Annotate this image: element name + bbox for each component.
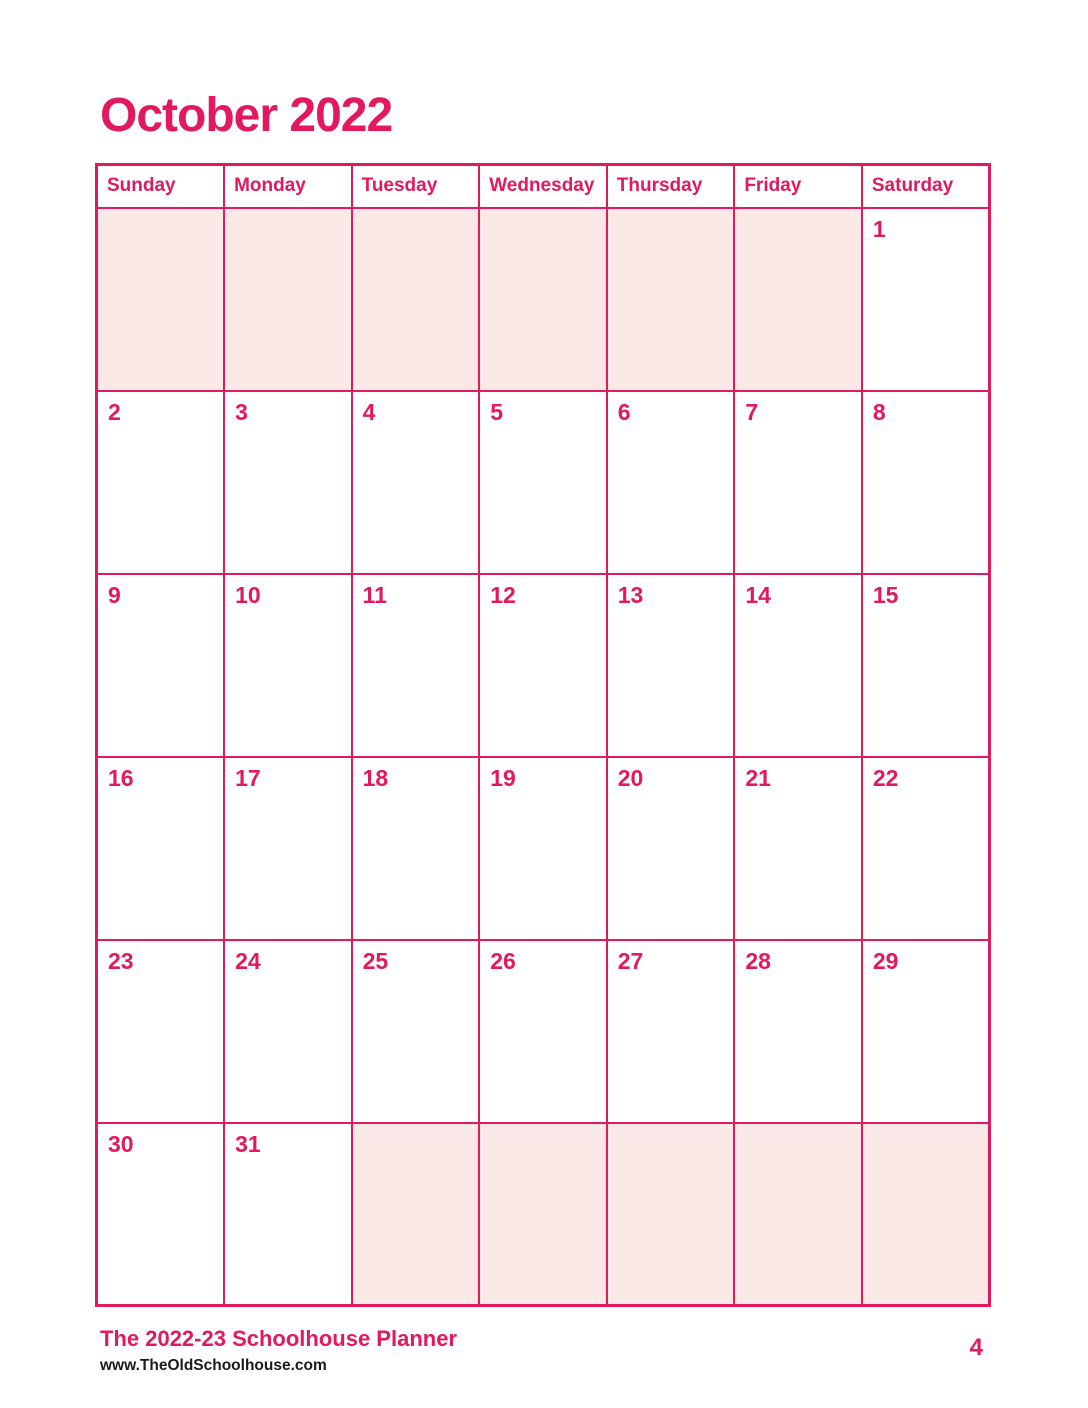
day-cell-11: 11 bbox=[352, 574, 480, 757]
day-cell-10: 10 bbox=[224, 574, 352, 757]
weekday-header-saturday: Saturday bbox=[862, 165, 990, 208]
page-title: October 2022 bbox=[100, 89, 393, 142]
day-cell-31: 31 bbox=[224, 1123, 352, 1306]
day-cell-2: 2 bbox=[97, 391, 225, 574]
page-footer bbox=[95, 1326, 991, 1376]
blank-cell bbox=[862, 1123, 990, 1306]
day-cell-3: 3 bbox=[224, 391, 352, 574]
calendar-table bbox=[95, 163, 991, 1307]
week-row-3 bbox=[97, 574, 990, 757]
blank-cell bbox=[734, 208, 862, 391]
day-cell-4: 4 bbox=[352, 391, 480, 574]
blank-cell bbox=[352, 1123, 480, 1306]
week-row-1 bbox=[97, 208, 990, 391]
blank-cell bbox=[734, 1123, 862, 1306]
day-cell-16: 16 bbox=[97, 757, 225, 940]
planner-title: The 2022-23 Schoolhouse Planner bbox=[100, 1326, 458, 1351]
weekday-header-monday: Monday bbox=[224, 165, 352, 208]
day-cell-24: 24 bbox=[224, 940, 352, 1123]
weekday-row bbox=[97, 165, 990, 208]
day-cell-5: 5 bbox=[479, 391, 607, 574]
day-cell-27: 27 bbox=[607, 940, 735, 1123]
footer-left bbox=[95, 1326, 457, 1376]
day-cell-1: 1 bbox=[862, 208, 990, 391]
blank-cell bbox=[352, 208, 480, 391]
day-cell-9: 9 bbox=[97, 574, 225, 757]
weekday-header-wednesday: Wednesday bbox=[479, 165, 607, 208]
week-row-6 bbox=[97, 1123, 990, 1306]
page-number: 4 bbox=[969, 1334, 983, 1361]
day-cell-26: 26 bbox=[479, 940, 607, 1123]
day-cell-7: 7 bbox=[734, 391, 862, 574]
day-cell-23: 23 bbox=[97, 940, 225, 1123]
day-cell-19: 19 bbox=[479, 757, 607, 940]
day-cell-29: 29 bbox=[862, 940, 990, 1123]
blank-cell bbox=[479, 208, 607, 391]
day-cell-25: 25 bbox=[352, 940, 480, 1123]
day-cell-21: 21 bbox=[734, 757, 862, 940]
weekday-header-sunday: Sunday bbox=[97, 165, 225, 208]
day-cell-22: 22 bbox=[862, 757, 990, 940]
day-cell-18: 18 bbox=[352, 757, 480, 940]
blank-cell bbox=[479, 1123, 607, 1306]
week-row-4 bbox=[97, 757, 990, 940]
week-row-5 bbox=[97, 940, 990, 1123]
week-row-2 bbox=[97, 391, 990, 574]
weekday-header-tuesday: Tuesday bbox=[352, 165, 480, 208]
day-cell-30: 30 bbox=[97, 1123, 225, 1306]
day-cell-28: 28 bbox=[734, 940, 862, 1123]
day-cell-6: 6 bbox=[607, 391, 735, 574]
weekday-header-thursday: Thursday bbox=[607, 165, 735, 208]
calendar-header bbox=[97, 165, 990, 208]
blank-cell bbox=[224, 208, 352, 391]
day-cell-15: 15 bbox=[862, 574, 990, 757]
blank-cell bbox=[607, 1123, 735, 1306]
day-cell-13: 13 bbox=[607, 574, 735, 757]
day-cell-20: 20 bbox=[607, 757, 735, 940]
calendar-body bbox=[97, 208, 990, 1306]
website-url: www.TheOldSchoolhouse.com bbox=[100, 1357, 327, 1375]
day-cell-14: 14 bbox=[734, 574, 862, 757]
blank-cell bbox=[97, 208, 225, 391]
blank-cell bbox=[607, 208, 735, 391]
day-cell-8: 8 bbox=[862, 391, 990, 574]
day-cell-12: 12 bbox=[479, 574, 607, 757]
weekday-header-friday: Friday bbox=[734, 165, 862, 208]
day-cell-17: 17 bbox=[224, 757, 352, 940]
